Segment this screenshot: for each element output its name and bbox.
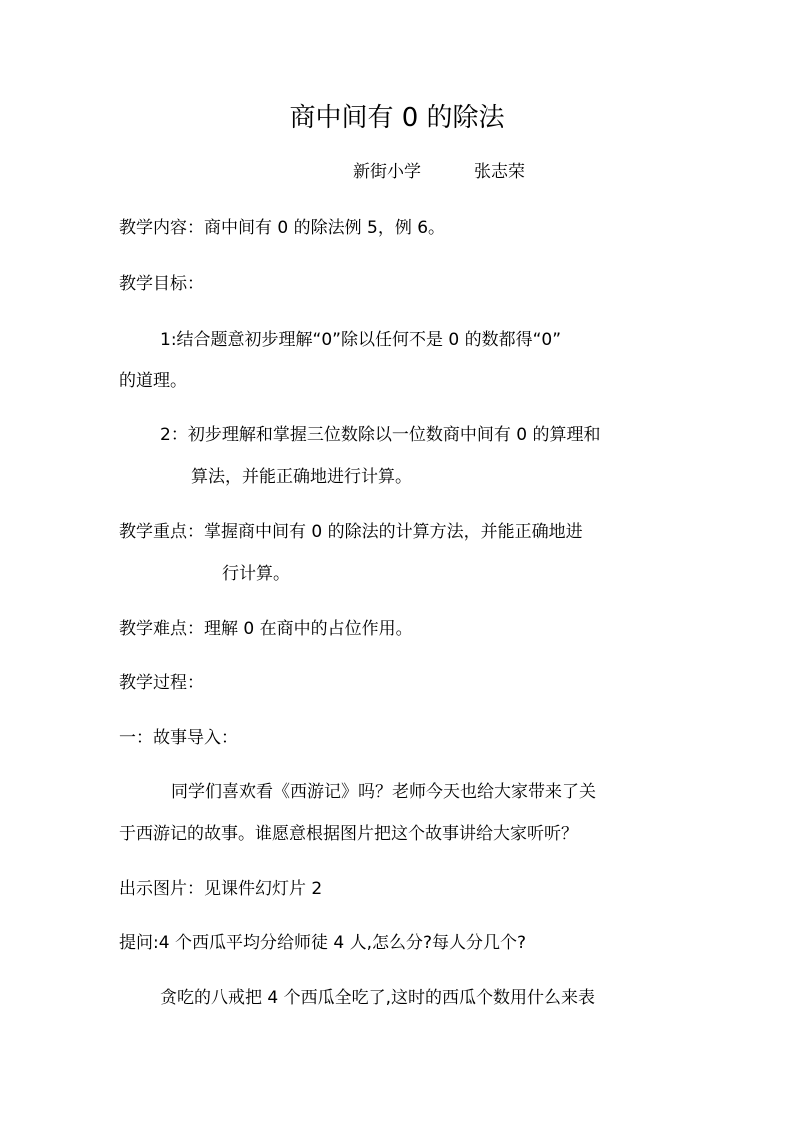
- key-point-line-1: 教学重点：掌握商中间有 0 的除法的计算方法，并能正确地进: [119, 522, 583, 542]
- question-line: 提问:4 个西瓜平均分给师徒 4 人,怎么分?每人分几个?: [119, 933, 527, 953]
- goal-1-line-1: 1:结合题意初步理解“0”除以任何不是 0 的数都得“0”: [160, 330, 562, 350]
- story-paragraph-line-1: 同学们喜欢看《西游记》吗？老师今天也给大家带来了关: [171, 782, 596, 802]
- goal-2-line-2: 算法，并能正确地进行计算。: [191, 467, 412, 487]
- document-title: 商中间有 0 的除法: [289, 103, 505, 133]
- author-school: 新街小学: [353, 162, 421, 182]
- goal-2-line-1: 2：初步理解和掌握三位数除以一位数商中间有 0 的算理和: [160, 425, 601, 445]
- author-name: 张志荣: [474, 162, 525, 182]
- bajie-paragraph-line-1: 贪吃的八戒把 4 个西瓜全吃了,这时的西瓜个数用什么来表: [160, 988, 596, 1008]
- show-picture-line: 出示图片：见课件幻灯片 2: [119, 879, 323, 899]
- teaching-goals-heading: 教学目标：: [119, 274, 204, 294]
- teaching-process-heading: 教学过程：: [119, 673, 204, 693]
- section-1-heading: 一：故事导入：: [119, 728, 238, 748]
- goal-1-line-2: 的道理。: [119, 371, 187, 391]
- difficult-point: 教学难点：理解 0 在商中的占位作用。: [119, 619, 413, 639]
- story-paragraph-line-2: 于西游记的故事。谁愿意根据图片把这个故事讲给大家听听？: [119, 824, 578, 844]
- teaching-content: 教学内容：商中间有 0 的除法例 5，例 6。: [119, 218, 446, 238]
- key-point-line-2: 行计算。: [222, 564, 290, 584]
